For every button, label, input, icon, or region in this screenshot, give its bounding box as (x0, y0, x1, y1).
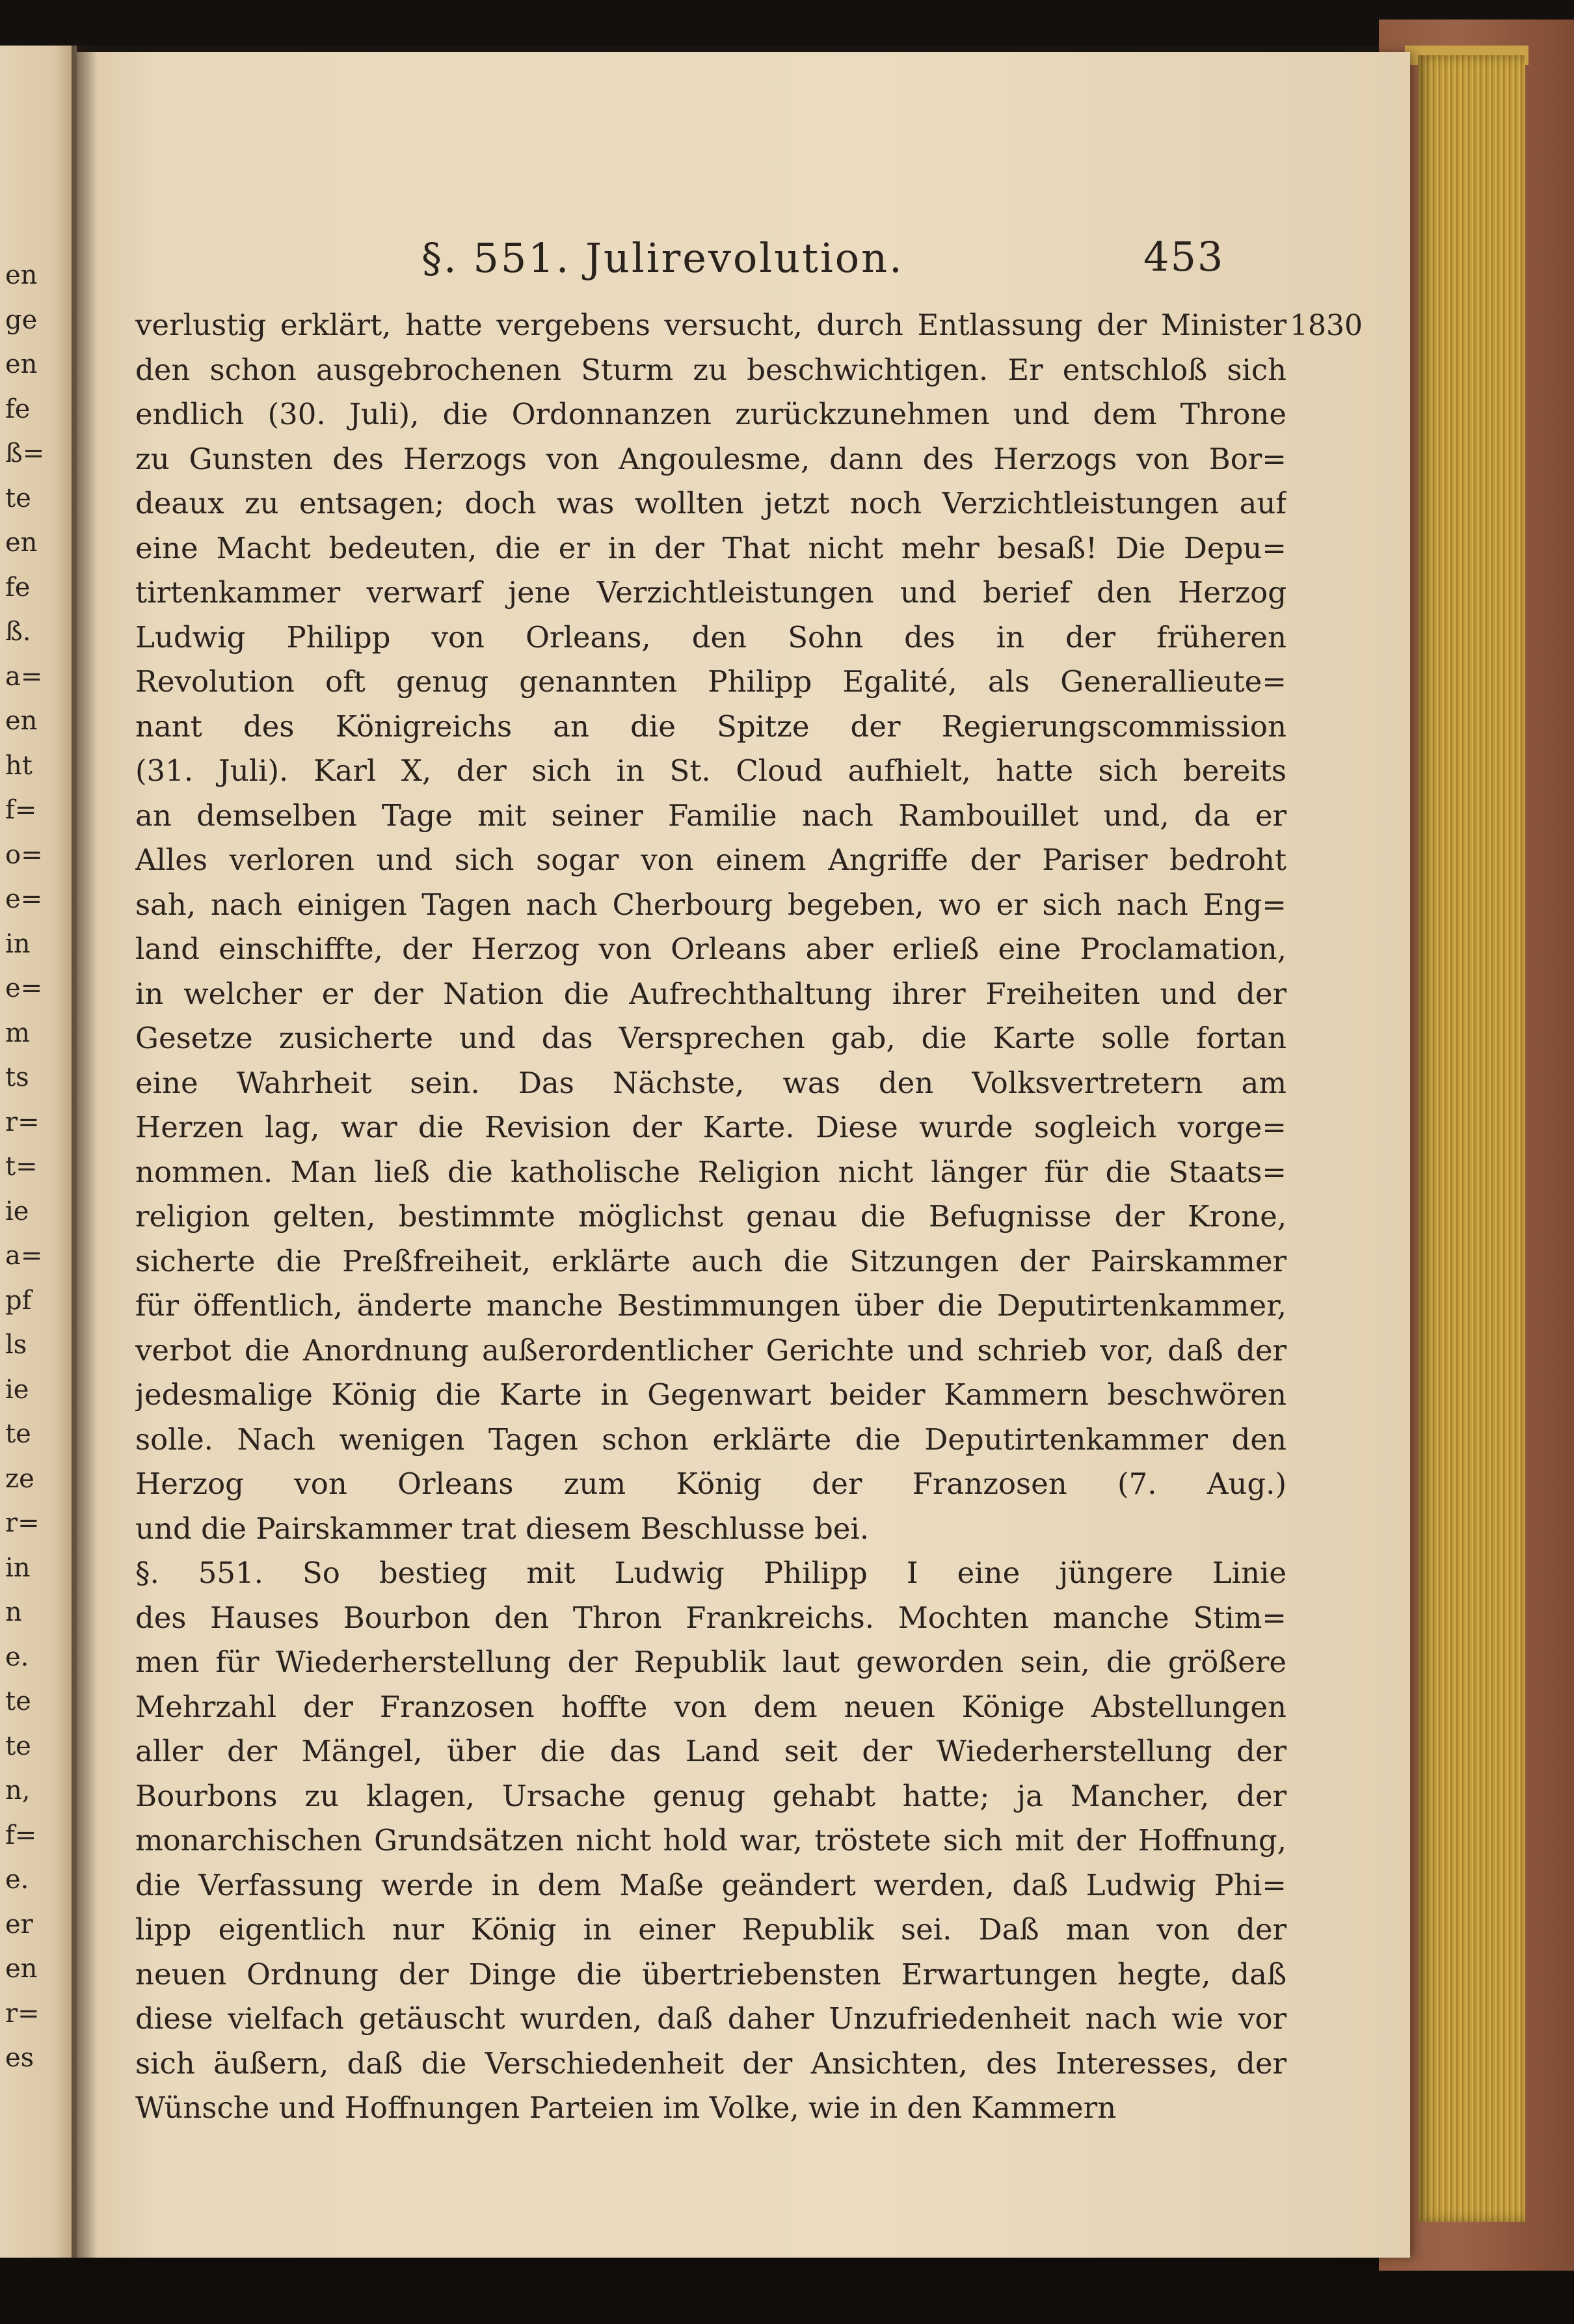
text-line: eine Macht bedeuten, die er in der That nicht mehr besaß! Die Depu= (135, 530, 1287, 565)
left-page-fragment: pf (5, 1285, 32, 1316)
body-text (135, 303, 1287, 2131)
left-page-fragment: te (5, 1419, 31, 1449)
left-page-fragment: te (5, 1686, 31, 1716)
text-line: Gesetze zusicherte und das Versprechen gab, die Karte solle fortan (135, 1021, 1287, 1055)
text-line: eine Wahrheit sein. Das Nächste, was den Volksvertretern am (135, 1065, 1287, 1100)
left-page-fragment: ie (5, 1196, 29, 1226)
text-line: solle. Nach wenigen Tagen schon erklärte die Deputirtenkammer den (135, 1422, 1287, 1457)
left-page-fragment: r= (5, 1508, 40, 1538)
left-page-fragment: in (5, 1552, 31, 1583)
text-line: und die Pairskammer trat diesem Beschlusse bei. (135, 1511, 870, 1546)
text-line: Revolution oft genug genannten Philipp Egalité, als Generallieute= (135, 664, 1287, 699)
left-page-fragment: ht (5, 750, 33, 781)
text-line: Alles verloren und sich sogar von einem Angriffe der Pariser bedroht (135, 843, 1287, 877)
left-page-fragments (0, 46, 77, 2258)
text-line: land einschiffte, der Herzog von Orleans aber erließ eine Proclamation, (135, 932, 1287, 966)
left-page-fragment: fe (5, 394, 31, 424)
text-line: Herzen lag, war die Revision der Karte. Diese wurde sogleich vorge= (135, 1110, 1287, 1144)
left-page-fragment: r= (5, 1107, 40, 1137)
left-page-fragment: e. (5, 1642, 29, 1672)
text-line: endlich (30. Juli), die Ordonnanzen zurückzunehmen und dem Throne (135, 397, 1287, 431)
text-line: Mehrzahl der Franzosen hoffte von dem neuen Könige Abstellungen (135, 1689, 1287, 1724)
text-line: nant des Königreichs an die Spitze der Regierungscommission (135, 709, 1287, 744)
text-line: aller der Mängel, über die das Land seit der Wiederherstellung der (135, 1734, 1287, 1768)
left-page-fragment: in (5, 928, 31, 959)
left-page-fragment: n, (5, 1776, 31, 1805)
gilt-page-edges (1418, 55, 1525, 2222)
left-page-fragment: f= (5, 795, 37, 825)
text-line: (31. Juli). Karl X, der sich in St. Cloud aufhielt, hatte sich bereits (135, 753, 1287, 788)
text-line: in welcher er der Nation die Aufrechthaltung ihrer Freiheiten und der (135, 976, 1287, 1011)
left-page-fragment: t= (5, 1152, 38, 1182)
left-page-fragment: en (5, 1954, 38, 1984)
left-page-fragment: n (5, 1597, 22, 1627)
text-line: den schon ausgebrochenen Sturm zu beschwichtigen. Er entschloß sich (135, 352, 1287, 387)
left-page-fragment: ie (5, 1374, 29, 1405)
text-line: neuen Ordnung der Dinge die übertriebensten Erwartungen hegte, daß (135, 1956, 1287, 1992)
left-page-fragment: o= (5, 839, 43, 870)
left-page-fragment: en (5, 260, 38, 290)
left-page-fragment: ze (5, 1463, 34, 1494)
left-page-fragment: te (5, 483, 31, 513)
text-line: sich äußern, daß die Verschiedenheit der Ansichten, des Interesses, der (135, 2046, 1287, 2081)
text-line: sah, nach einigen Tagen nach Cherbourg begeben, wo er sich nach Eng= (135, 887, 1287, 922)
book-page (77, 52, 1410, 2258)
left-page-fragment: en (5, 706, 38, 736)
left-page-fragment: e= (5, 884, 43, 914)
text-line: monarchischen Grundsätzen nicht hold war, tröstete sich mit der Hoffnung, (135, 1823, 1287, 1858)
left-page-fragment: a= (5, 661, 43, 692)
text-line: die Verfassung werde in dem Maße geändert werden, daß Ludwig Phi= (135, 1867, 1287, 1902)
text-line: diese vielfach getäuscht wurden, daß daher Unzufriedenheit nach wie vor (135, 2001, 1287, 2036)
running-header (77, 228, 1410, 286)
text-line: jedesmalige König die Karte in Gegenwart beider Kammern beschwören (135, 1377, 1287, 1412)
left-page-fragment: te (5, 1731, 31, 1761)
text-line: sicherte die Preßfreiheit, erklärte auch die Sitzungen der Pairskammer (135, 1243, 1287, 1278)
text-line: Ludwig Philipp von Orleans, den Sohn des in der früheren (135, 619, 1287, 655)
left-page-fragment: ß. (5, 617, 31, 647)
left-page-fragment: ß= (5, 439, 45, 468)
background-bottom (0, 2258, 1574, 2324)
background-top (0, 0, 1574, 46)
left-page-fragment: e= (5, 973, 43, 1003)
text-line: verbot die Anordnung außerordentlicher Gerichte und schrieb vor, daß der (135, 1332, 1287, 1368)
left-page-fragment: er (5, 1909, 33, 1939)
text-line: Bourbons zu klagen, Ursache genug gehabt hatte; ja Mancher, der (135, 1778, 1287, 1813)
text-line: verlustig erklärt, hatte vergebens versucht, durch Entlassung der Minister (135, 308, 1287, 342)
text-line: zu Gunsten des Herzogs von Angoulesme, dann des Herzogs von Bor= (135, 441, 1287, 476)
text-line: §. 551. So bestieg mit Ludwig Philipp I eine jüngere Linie (135, 1556, 1287, 1590)
left-facing-page (0, 46, 77, 2258)
left-page-fragment: ls (5, 1330, 27, 1360)
text-line: für öffentlich, änderte manche Bestimmungen über die Deputirtenkammer, (135, 1288, 1287, 1323)
text-line: an demselben Tage mit seiner Familie nach Rambouillet und, da er (135, 798, 1287, 833)
margin-year-note: 1830 (1290, 309, 1363, 342)
left-page-fragment: ts (5, 1062, 29, 1092)
page-number: 453 (1143, 233, 1225, 280)
text-line: Wünsche und Hoffnungen Parteien im Volke, wie in den Kammern (135, 2090, 1117, 2125)
header-title: §. 551. Julirevolution. (421, 234, 904, 282)
left-page-fragment: ge (5, 304, 38, 335)
text-line: tirtenkammer verwarf jene Verzichtleistungen und berief den Herzog (135, 575, 1287, 610)
left-page-fragment: e. (5, 1865, 29, 1895)
gutter-shadow (72, 46, 98, 2258)
text-line: deaux zu entsagen; doch was wollten jetzt noch Verzichtleistungen auf (135, 486, 1287, 520)
left-page-fragment: fe (5, 572, 31, 602)
left-page-fragment: es (5, 2043, 34, 2073)
text-line: nommen. Man ließ die katholische Religion nicht länger für die Staats= (135, 1154, 1287, 1189)
text-line: des Hauses Bourbon den Thron Frankreichs. Mochten manche Stim= (135, 1600, 1287, 1635)
left-page-fragment: r= (5, 1998, 40, 2029)
left-page-fragment: f= (5, 1820, 37, 1850)
text-line: men für Wiederherstellung der Republik laut geworden sein, die größere (135, 1645, 1287, 1679)
left-page-fragment: m (5, 1018, 30, 1048)
text-line: religion gelten, bestimmte möglichst genau die Befugnisse der Krone, (135, 1199, 1287, 1234)
left-page-fragment: en (5, 528, 38, 558)
text-line: lipp eigentlich nur König in einer Republik sei. Daß man von der (135, 1912, 1287, 1947)
left-page-fragment: en (5, 349, 38, 379)
left-page-fragment: a= (5, 1241, 43, 1271)
text-line: Herzog von Orleans zum König der Franzosen (7. Aug.) (135, 1466, 1287, 1501)
